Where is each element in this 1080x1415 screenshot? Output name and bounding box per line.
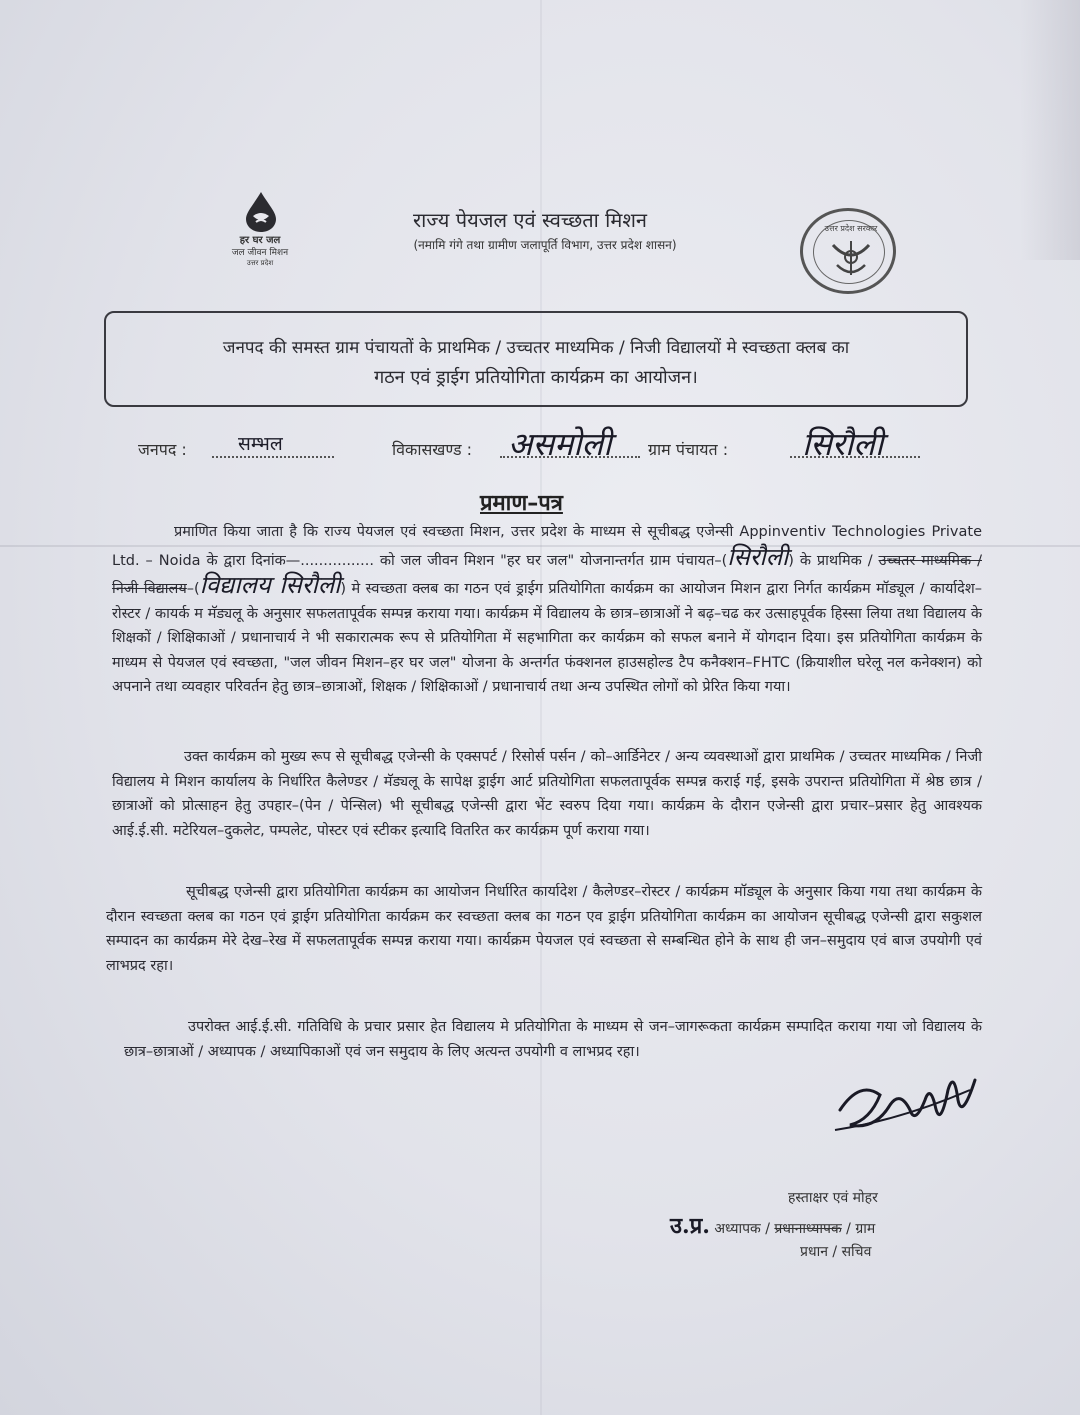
logo-text-1: हर घर जल bbox=[239, 235, 281, 246]
designation-struck: प्रधानाध्यापक bbox=[774, 1221, 842, 1237]
har-ghar-jal-logo bbox=[220, 192, 300, 272]
designation-a: अध्यापक / bbox=[714, 1221, 770, 1237]
mission-title: राज्य पेयजल एवं स्वच्छता मिशन bbox=[412, 208, 648, 232]
p1-handwritten-school: विद्यालय सिरौली bbox=[199, 571, 341, 599]
paragraph-4: उपरोक्त आई.ई.सी. गतिविधि के प्रचार प्रसार हेत विद्यालय मे प्रतियोगिता के माध्यम से जन–जागरूकता कार्यक्रम सम्पादित कराया गया जो विद्यालय के छात्र–छात्राओं / अध्यापक / अध्यापिकाओं एवं जन समुदाय के लिए अत्यन्त उपयोगी व लाभप्रद रहा। bbox=[124, 1019, 982, 1060]
p1-handwritten-panchayat: सिरौली bbox=[727, 542, 789, 571]
sign-and-seal-label: हस्ताक्षर एवं मोहर bbox=[788, 1190, 878, 1206]
signature-mark bbox=[830, 1050, 980, 1150]
location-fields bbox=[0, 425, 1080, 470]
p1-text-c: –( bbox=[186, 581, 200, 597]
p1-text-b: ) के प्राथमिक / bbox=[788, 552, 873, 569]
subject-line-2: गठन एवं ड्राईग प्रतियोगिता कार्यक्रम का आयोजन। bbox=[374, 367, 698, 388]
water-drop-icon bbox=[244, 192, 278, 232]
district-label: जनपद : bbox=[138, 440, 187, 459]
district-dots bbox=[212, 456, 334, 458]
p1-struck-text: उच्चतर माध्यमिक / निजी विद्यालय bbox=[112, 552, 982, 597]
designation-line-2: प्रधान / सचिव bbox=[800, 1244, 872, 1260]
logo-text-3: उत्तर प्रदेश bbox=[246, 259, 274, 267]
designation-b: / ग्राम bbox=[846, 1221, 876, 1237]
block-label: विकासखण्ड : bbox=[392, 440, 473, 459]
designation-line bbox=[670, 1210, 875, 1240]
panchayat-label: ग्राम पंचायत : bbox=[648, 440, 729, 459]
block-value: असमोली bbox=[508, 425, 612, 463]
paragraph-1 bbox=[112, 520, 982, 700]
certificate-title: प्रमाण–पत्र bbox=[480, 491, 563, 516]
mission-subtitle: (नमामि गंगे तथा ग्रामीण जलापूर्ति विभाग, उत्तर प्रदेश शासन) bbox=[413, 238, 677, 252]
paragraph-3: सूचीबद्ध एजेन्सी द्वारा प्रतियोगिता कार्यक्रम का आयोजन निर्धारित कार्यादेश / कैलेण्डर–रोस्टर / कार्यक्रम मॉड्यूल के अनुसार किया गया तथा कार्यक्रम के दौरान स्वच्छता क्लब का गठन एवं ड्राईग प्रतियोगिता कार्यक्रम कर स्वच्छता क्लब का गठन एव ड्राईग प्रतियोगिता कार्यक्रम का आयोजन सूचीबद्ध एजेन्सी द्वारा सकुशल सम्पादन का कार्यक्रम मेरे देख–रेख में सफलतापूर्वक सम्पन्न कराया गया। कार्यक्रम पेयजल एवं स्वच्छता से सम्बन्धित होने के साथ ही जन–समुदाय एवं बाज उपयोगी एवं लाभप्रद रहा। bbox=[106, 884, 982, 974]
paragraph-2: उक्त कार्यक्रम को मुख्य रूप से सूचीबद्ध एजेन्सी के एक्सपर्ट / रिसोर्स पर्सन / को–आर्डिनेटर / अन्य व्यवस्थाओं द्वारा प्राथमिक / उच्चतर माध्यमिक / निजी विद्यालय मे मिशन कार्यालय के निर्धारित कैलेण्डर / मॅड्यलू के सापेक्ष ड्राईग आर्ट प्रतियोगिता सफलतापूर्वक सम्पन्न कराई गई, इसके उपरान्त प्रतियोगिता में श्रेष्ठ छात्र / छात्राओं को प्रोत्साहन हेतु उपहार–(पेन / पेन्सिल) भी सूचीबद्ध एजेन्सी द्वारा भेंट स्वरुप दिया गया। कार्यक्रम के दौरान एजेन्सी द्वारा प्रचार–प्रसार हेतु आवश्यक आई.ई.सी. मटेरियल–दुकलेट, पम्पलेट, पोस्टर एवं स्टीकर इत्यादि वितरित कर कार्यक्रम पूर्ण कराया गया। bbox=[112, 749, 982, 839]
subject-line-1: जनपद की समस्त ग्राम पंचायतों के प्राथमिक / उच्चतर माध्यमिक / निजी विद्यालयों मे स्वच्छता क्लब का bbox=[222, 338, 850, 358]
seal-emblem-icon bbox=[827, 235, 875, 279]
logo-text-2: जल जीवन मिशन bbox=[231, 248, 289, 258]
seal-text: उत्तर प्रदेश सरकार bbox=[824, 224, 878, 233]
paper-corner-shadow bbox=[1020, 0, 1080, 260]
up-government-seal bbox=[800, 208, 896, 294]
subject-box bbox=[104, 311, 968, 407]
panchayat-value: सिरौली bbox=[802, 425, 884, 463]
p1-text-d: ) मे स्वच्छता क्लब का गठन एवं ड्राईग प्रतियोगिता कार्यक्रम का आयोजन मिशन द्वारा निर्गत कार्यक्रम मॉड्यूल / कार्यादेश–रोस्टर / कायर्क म मॅड्यलू के अनुसार सफलतापूर्वक सम्पन्न कराया गया। कार्यक्रम में विद्यालय के छात्र–छात्राओं ने बढ़–चढ कर उत्साहपूर्वक हिस्सा लिया तथा विद्यालय के शिक्षकों / शिक्षिकाओं / प्रधानाचार्य ने भी सकारात्मक रूप से प्रतियोगिता में सहभागिता कर कार्यक्रम को सफल बनाने में योगदान दिया। इस प्रतियोगिता कार्यक्रम के माध्यम से पेयजल एवं स्वच्छता, "जल जीवन मिशन–हर घर जल" योजना के अन्तर्गत फंक्शनल हाउसहोल्ड टैप कनैक्शन–FHTC (क्रियाशील घरेलू नल कनेक्शन) को अपनाने तथा व्यवहार परिवर्तन हेतु छात्र–छात्राओं, शिक्षक / शिक्षिकाओं / प्रधानाचार्य तथा अन्य उपस्थित लोगों को प्रेरित किया गया। bbox=[112, 581, 982, 695]
p1-text-a: प्रमाणित किया जाता है कि राज्य पेयजल एवं स्वच्छता मिशन, उत्तर प्रदेश के माध्यम से सूचीबद्ध एजेन्सी Appinventiv Technologies Private Ltd. – Noida के द्वारा दिनांक—................ को जल जीवन मिशन "हर घर जल" योजनान्तर्गत ग्राम पंचायत–( bbox=[112, 524, 982, 569]
sign-hand-mark: उ.प्र. bbox=[670, 1213, 710, 1239]
district-value: सम्भल bbox=[238, 433, 283, 455]
